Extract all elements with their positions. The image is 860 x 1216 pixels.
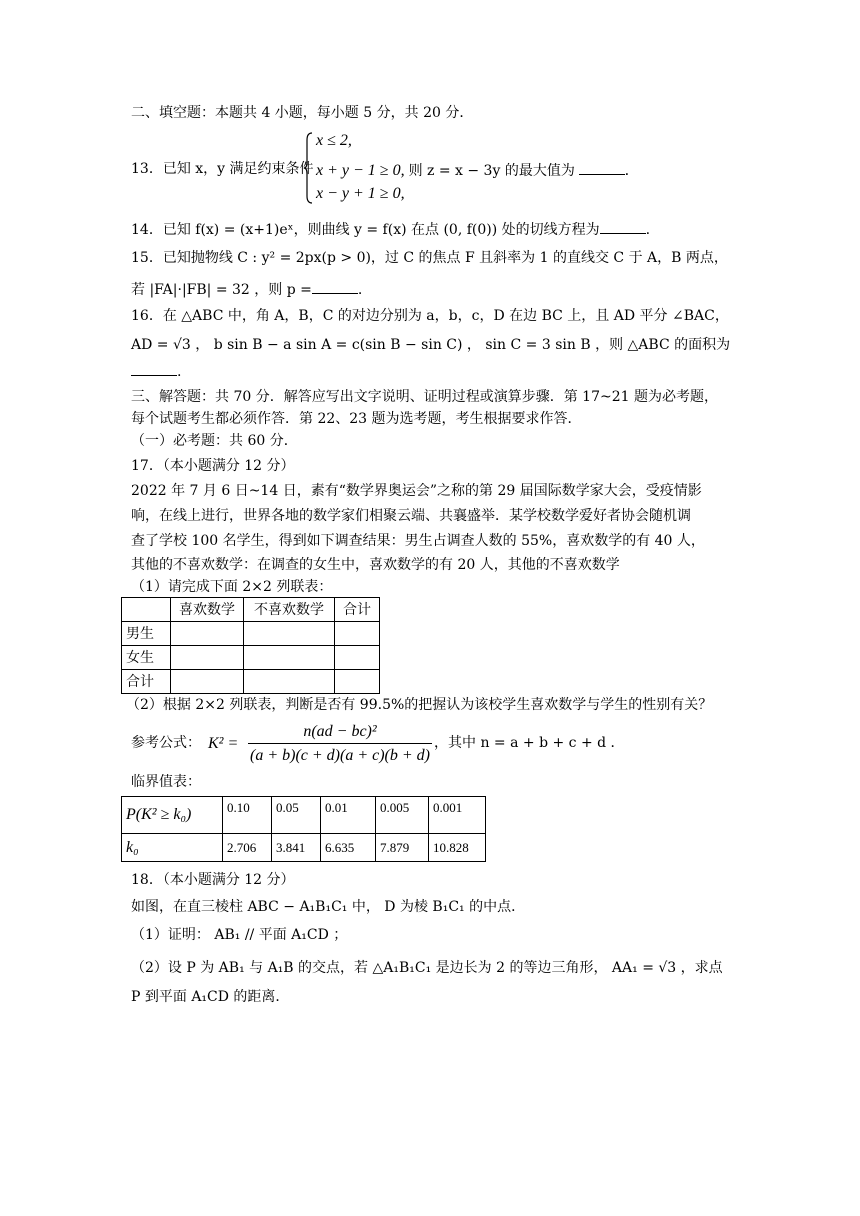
q15-line2: 若 |FA|·|FB| = 32 ，则 p = xyxy=(131,282,312,298)
table-row xyxy=(122,646,380,670)
question-17-title: 17．（本小题满分 12 分） xyxy=(131,458,295,474)
question-13 xyxy=(131,162,314,176)
question-15-line-1: 15．已知抛物线 C : y² = 2px(p > 0)，过 C 的焦点 F 且斜率为 1 的直线交 C 于 A，B 两点， xyxy=(131,250,728,266)
table-cell[interactable] xyxy=(335,646,380,670)
q14-text: 14．已知 f(x) = (x+1)eˣ，则曲线 y = f(x) 在点 (0, f(0)) 处的切线方程为 xyxy=(131,222,600,238)
q18-sub-2-line-2: P 到平面 A₁CD 的距离． xyxy=(131,989,290,1005)
q13-prefix: 13．已知 x，y 满足约束条件 xyxy=(131,161,314,177)
table-header-cell: 喜欢数学 xyxy=(171,598,244,622)
question-16-line-2: AD = √3 ， b sin B − a sin A = c(sin B − sin C) ， sin C = 3 sin B ，则 △ABC 的面积为 xyxy=(131,337,731,353)
row-label: 合计 xyxy=(122,670,171,694)
answer-blank xyxy=(131,361,177,376)
section-3-line-2: 每个试题考生都必须作答．第 22、23 题为选考题，考生根据要求作答． xyxy=(131,411,582,427)
contingency-table xyxy=(121,597,380,694)
formula-label: 参考公式： xyxy=(131,735,201,751)
q17-sub-1: （1）请完成下面 2×2 列联表： xyxy=(131,579,333,595)
table-row xyxy=(122,834,486,862)
table-cell: 7.879 xyxy=(376,834,429,862)
table-cell: 10.828 xyxy=(429,834,486,862)
table-cell[interactable] xyxy=(335,670,380,694)
constraint-2: x + y − 1 ≥ 0, 则 z = x − 3y 的最大值为 . xyxy=(316,162,629,179)
table-cell: 3.841 xyxy=(272,834,321,862)
table-cell: 0.01 xyxy=(321,797,376,834)
question-16-line-3: . xyxy=(131,361,181,379)
table-cell: 2.706 xyxy=(223,834,272,862)
answer-blank xyxy=(600,219,646,234)
question-15-line-2: 若 |FA|·|FB| = 32 ，则 p = . xyxy=(131,279,362,297)
q17-paragraph-2: 响，在线上进行，世界各地的数学家们相聚云端、共襄盛举．某学校数学爱好者协会随机调 xyxy=(131,508,691,524)
section-3-line-1: 三、解答题：共 70 分．解答应写出文字说明、证明过程或演算步骤．第 17~21 题为必考题， xyxy=(131,389,718,405)
row-label: k₀ xyxy=(122,834,223,862)
table-cell: 0.001 xyxy=(429,797,486,834)
brace-icon xyxy=(303,132,313,204)
table-cell[interactable] xyxy=(171,646,244,670)
q18-paragraph-1: 如图，在直三棱柱 ABC − A₁B₁C₁ 中， D 为棱 B₁C₁ 的中点． xyxy=(131,899,526,915)
table-cell: 0.005 xyxy=(376,797,429,834)
q18-sub-2-line-1: （2）设 P 为 AB₁ 与 A₁B 的交点，若 △A₁B₁C₁ 是边长为 2 的等边三角形， AA₁ = √3 ，求点 xyxy=(131,960,723,976)
table-header-row xyxy=(122,598,380,622)
table-cell: 0.10 xyxy=(223,797,272,834)
table-row xyxy=(122,670,380,694)
formula-lhs: K² = xyxy=(208,735,239,752)
question-18-title: 18．（本小题满分 12 分） xyxy=(131,872,295,888)
formula-where: ，其中 n = a + b + c + d ． xyxy=(434,735,625,751)
constraint-1: x ≤ 2, xyxy=(316,132,352,149)
table-cell: 6.635 xyxy=(321,834,376,862)
q17-paragraph-1: 2022 年 7 月 6 日~14 日，素有“数学界奥运会”之称的第 29 届国际数学家大会，受疫情影 xyxy=(131,483,702,499)
q13-then: 则 z = x − 3y 的最大值为 xyxy=(408,163,575,179)
table-header-cell: 合计 xyxy=(335,598,380,622)
table-header-cell xyxy=(122,598,171,622)
q17-paragraph-3: 查了学校 100 名学生，得到如下调查结果：男生占调查人数的 55%，喜欢数学的有 40 人， xyxy=(131,533,705,549)
q17-sub-2: （2）根据 2×2 列联表，判断是否有 99.5%的把握认为该校学生喜欢数学与学生的性别有关？ xyxy=(126,697,713,713)
row-label: P(K² ≥ k₀) xyxy=(122,797,223,834)
question-16-line-1: 16．在 △ABC 中，角 A，B，C 的对边分别为 a，b，c，D 在边 BC 上，且 AD 平分 ∠BAC， xyxy=(131,308,729,324)
constraint-2-text: x + y − 1 ≥ 0, xyxy=(316,162,405,179)
table-cell[interactable] xyxy=(171,670,244,694)
section-2-heading: 二、填空题：本题共 4 小题，每小题 5 分，共 20 分． xyxy=(131,105,474,121)
question-14: 14．已知 f(x) = (x+1)eˣ，则曲线 y = f(x) 在点 (0, f(0)) 处的切线方程为 . xyxy=(131,219,650,237)
q17-paragraph-4: 其他的不喜欢数学：在调查的女生中，喜欢数学的有 20 人，其他的不喜欢数学 xyxy=(131,557,620,573)
formula-numerator: n(ad − bc)² xyxy=(303,723,377,740)
table-cell[interactable] xyxy=(244,622,335,646)
answer-blank xyxy=(579,160,625,175)
table-cell: 0.05 xyxy=(272,797,321,834)
table-cell[interactable] xyxy=(335,622,380,646)
table-row xyxy=(122,622,380,646)
formula-denominator: (a + b)(c + d)(a + c)(b + d) xyxy=(249,747,430,764)
table-cell[interactable] xyxy=(171,622,244,646)
answer-blank xyxy=(312,279,358,294)
row-label: 女生 xyxy=(122,646,171,670)
row-label: 男生 xyxy=(122,622,171,646)
table-cell[interactable] xyxy=(244,646,335,670)
constraint-3: x − y + 1 ≥ 0, xyxy=(316,185,405,202)
q18-sub-1: （1）证明： AB₁ // 平面 A₁CD ； xyxy=(131,927,348,943)
section-3-part-1: （一）必考题：共 60 分． xyxy=(131,433,298,449)
table-header-cell: 不喜欢数学 xyxy=(244,598,335,622)
table-row xyxy=(122,797,486,834)
critical-value-table xyxy=(121,796,486,862)
table-cell[interactable] xyxy=(244,670,335,694)
fraction-bar xyxy=(248,743,432,744)
critical-table-label: 临界值表： xyxy=(131,774,201,790)
